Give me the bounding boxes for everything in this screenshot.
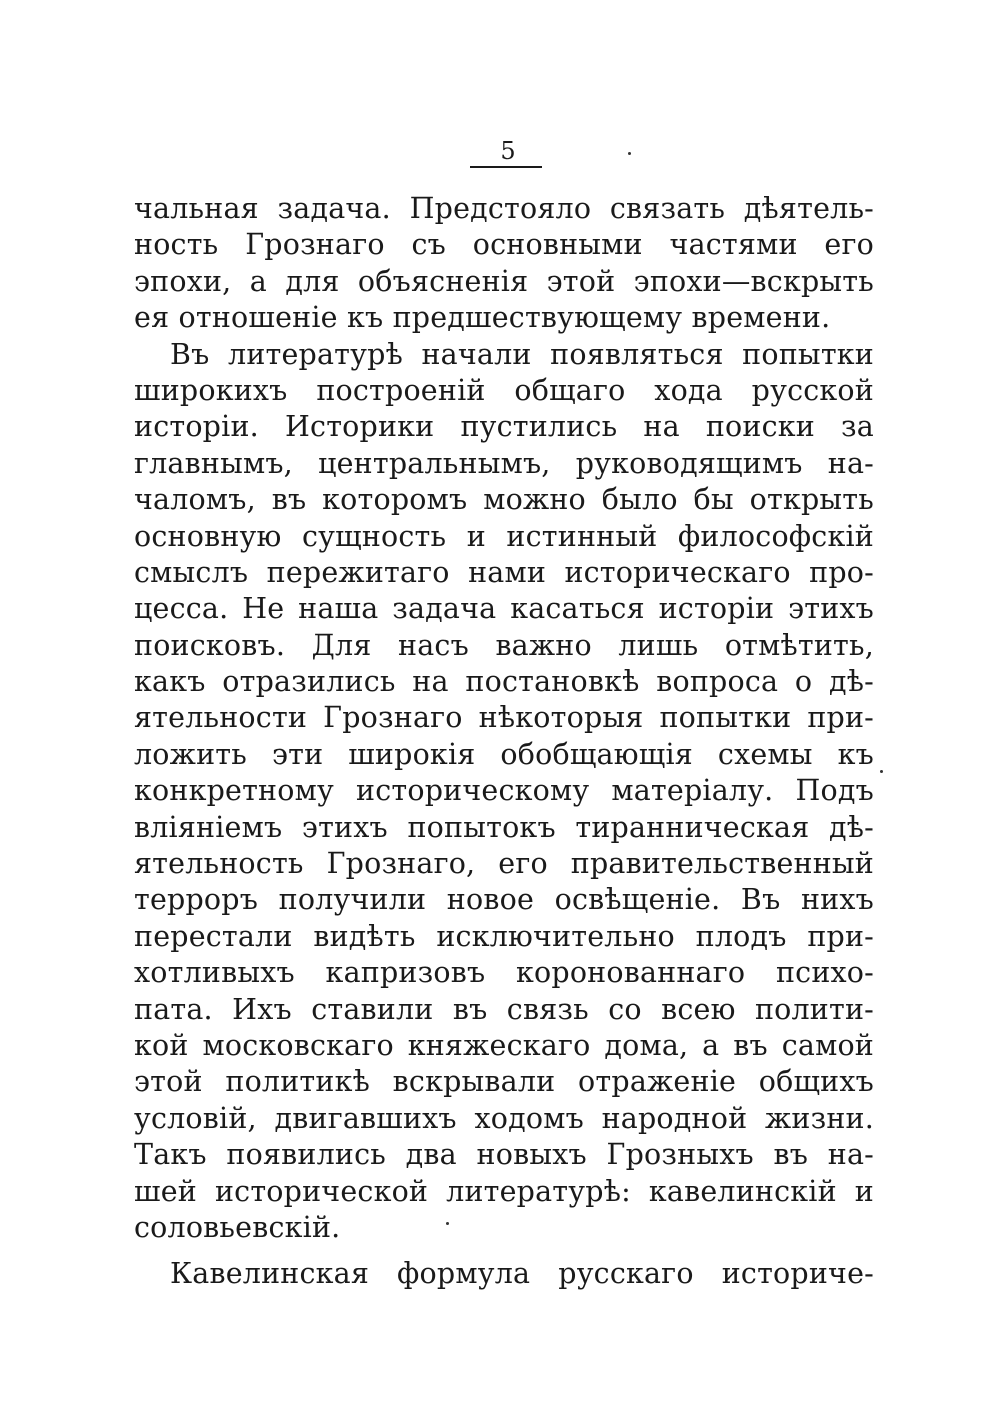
text-line: этой политикѣ вскрывали отраженіе общихъ bbox=[134, 1065, 874, 1099]
text-line: исторіи. Историки пустились на поиски за bbox=[134, 410, 874, 444]
text-line: ность Грознаго съ основными частями его bbox=[134, 228, 874, 262]
text-line: шей исторической литературѣ: кавелинскій и bbox=[134, 1174, 874, 1208]
text-line: кой московскаго княжескаго дома, а въ самой bbox=[134, 1028, 874, 1062]
body-text bbox=[134, 191, 874, 1293]
text-line: соловьевскій. bbox=[134, 1210, 341, 1244]
text-line: условій, двигавшихъ ходомъ народной жизни. bbox=[134, 1101, 874, 1135]
text-line: Въ литературѣ начали появляться попытки bbox=[170, 337, 874, 371]
text-line: чальная задача. Предстояло связать дѣятель- bbox=[134, 192, 874, 225]
text-line: ятельности Грознаго нѣкоторыя попытки при- bbox=[134, 701, 874, 735]
page-number: 5 bbox=[500, 137, 516, 165]
page-number-rule bbox=[470, 166, 542, 168]
print-speck bbox=[880, 770, 883, 773]
text-line: Кавелинская формула русскаго историче- bbox=[170, 1257, 874, 1291]
text-line: главнымъ, центральнымъ, руководящимъ на- bbox=[134, 446, 874, 480]
text-line: Такъ появились два новыхъ Грозныхъ въ на- bbox=[134, 1138, 874, 1172]
text-line: основную сущность и истинный философскій bbox=[134, 519, 874, 553]
text-line: хотливыхъ капризовъ коронованнаго психо- bbox=[134, 956, 874, 990]
text-line: чаломъ, въ которомъ можно было бы открыть bbox=[134, 483, 874, 517]
text-line: ятельность Грознаго, его правительственный bbox=[134, 847, 874, 881]
text-line: вліяніемъ этихъ попытокъ тиранническая дѣ- bbox=[134, 810, 874, 844]
text-line: ложить эти широкія обобщающія схемы къ bbox=[134, 737, 874, 771]
paragraph bbox=[134, 337, 874, 1247]
text-line: смыслъ пережитаго нами историческаго про- bbox=[134, 555, 874, 589]
text-line: эпохи, а для объясненія этой эпохи—вскрыть bbox=[134, 264, 874, 298]
paragraph-gap bbox=[134, 1246, 874, 1256]
paragraph bbox=[134, 1256, 874, 1292]
text-line: перестали видѣть исключительно плодъ при- bbox=[134, 919, 874, 953]
text-line: поисковъ. Для насъ важно лишь отмѣтить, bbox=[134, 628, 874, 662]
paragraph bbox=[134, 191, 874, 337]
text-line: терроръ получили новое освѣщеніе. Въ нихъ bbox=[134, 883, 874, 917]
text-line: конкретному историческому матеріалу. Подъ bbox=[134, 774, 874, 808]
text-line: широкихъ построеній общаго хода русской bbox=[134, 373, 874, 407]
text-line: пата. Ихъ ставили въ связь со всею полити- bbox=[134, 992, 874, 1026]
text-line: какъ отразились на постановкѣ вопроса о дѣ- bbox=[134, 665, 874, 699]
text-line: цесса. Не наша задача касаться исторіи этихъ bbox=[134, 592, 874, 626]
text-line: ея отношеніе къ предшествующему времени. bbox=[134, 301, 831, 335]
print-speck bbox=[628, 152, 631, 155]
